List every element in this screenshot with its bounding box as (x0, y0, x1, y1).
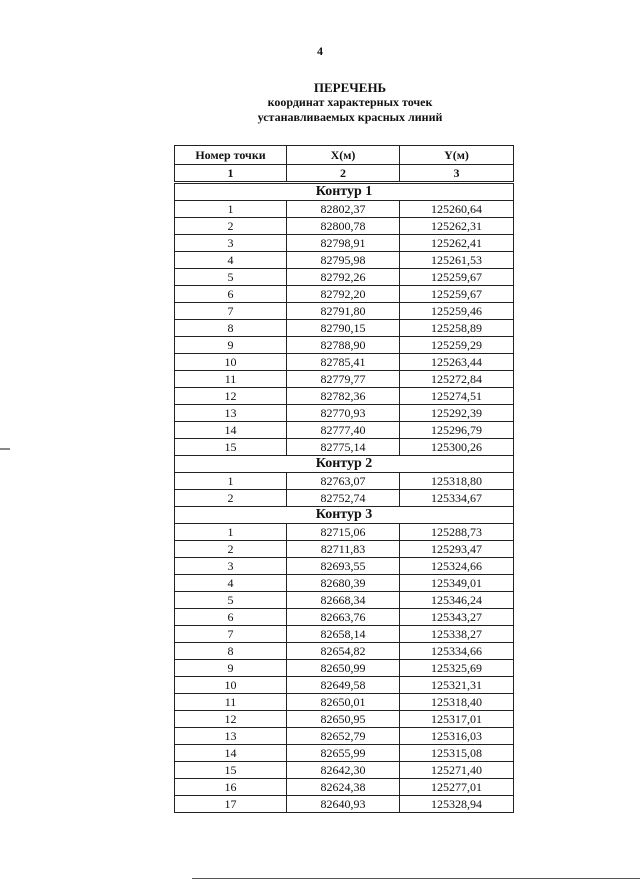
table-row (175, 609, 514, 626)
table-row (175, 201, 514, 218)
y-coordinate-cell: 125324,66 (400, 558, 514, 575)
table-row (175, 354, 514, 371)
table-row (175, 728, 514, 745)
x-coordinate-cell: 82652,79 (287, 728, 400, 745)
y-coordinate-cell: 125262,31 (400, 218, 514, 235)
y-coordinate-cell: 125274,51 (400, 388, 514, 405)
y-coordinate-cell: 125316,03 (400, 728, 514, 745)
column-number: 2 (287, 165, 400, 183)
table-row (175, 711, 514, 728)
contour-heading-row (175, 507, 514, 524)
point-number-cell: 10 (175, 354, 287, 371)
point-number-cell: 3 (175, 558, 287, 575)
point-number-cell: 9 (175, 660, 287, 677)
table-row (175, 235, 514, 252)
x-coordinate-cell: 82798,91 (287, 235, 400, 252)
x-coordinate-cell: 82650,01 (287, 694, 400, 711)
page-number: 4 (317, 44, 323, 58)
point-number-cell: 8 (175, 320, 287, 337)
header-x: Х(м) (287, 146, 400, 165)
table-row (175, 762, 514, 779)
table-row (175, 575, 514, 592)
y-coordinate-cell: 125321,31 (400, 677, 514, 694)
y-coordinate-cell: 125315,08 (400, 745, 514, 762)
table-row (175, 626, 514, 643)
y-coordinate-cell: 125259,67 (400, 286, 514, 303)
x-coordinate-cell: 82658,14 (287, 626, 400, 643)
x-coordinate-cell: 82782,36 (287, 388, 400, 405)
y-coordinate-cell: 125272,84 (400, 371, 514, 388)
y-coordinate-cell: 125334,66 (400, 643, 514, 660)
table-row (175, 592, 514, 609)
table-row (175, 422, 514, 439)
contour-heading-row (175, 183, 514, 201)
table-row (175, 405, 514, 422)
title-line-3: устанавливаемых красных линий (257, 110, 443, 124)
y-coordinate-cell: 125261,53 (400, 252, 514, 269)
table-row (175, 524, 514, 541)
y-coordinate-cell: 125334,67 (400, 490, 514, 507)
x-coordinate-cell: 82640,93 (287, 796, 400, 813)
y-coordinate-cell: 125262,41 (400, 235, 514, 252)
y-coordinate-cell: 125346,24 (400, 592, 514, 609)
header-y: Y(м) (400, 146, 514, 165)
y-coordinate-cell: 125259,29 (400, 337, 514, 354)
table-row (175, 337, 514, 354)
x-coordinate-cell: 82795,98 (287, 252, 400, 269)
point-number-cell: 13 (175, 728, 287, 745)
header-row (175, 146, 514, 165)
document-title (0, 80, 640, 125)
coordinates-table (174, 145, 514, 813)
y-coordinate-cell: 125277,01 (400, 779, 514, 796)
point-number-cell: 7 (175, 303, 287, 320)
y-coordinate-cell: 125343,27 (400, 609, 514, 626)
x-coordinate-cell: 82693,55 (287, 558, 400, 575)
point-number-cell: 8 (175, 643, 287, 660)
point-number-cell: 12 (175, 388, 287, 405)
y-coordinate-cell: 125338,27 (400, 626, 514, 643)
scan-edge-mark (0, 448, 10, 450)
y-coordinate-cell: 125349,01 (400, 575, 514, 592)
point-number-cell: 15 (175, 439, 287, 456)
point-number-cell: 2 (175, 490, 287, 507)
x-coordinate-cell: 82624,38 (287, 779, 400, 796)
x-coordinate-cell: 82763,07 (287, 473, 400, 490)
point-number-cell: 14 (175, 745, 287, 762)
x-coordinate-cell: 82680,39 (287, 575, 400, 592)
table-row (175, 694, 514, 711)
point-number-cell: 9 (175, 337, 287, 354)
x-coordinate-cell: 82650,95 (287, 711, 400, 728)
point-number-cell: 13 (175, 405, 287, 422)
x-coordinate-cell: 82642,30 (287, 762, 400, 779)
x-coordinate-cell: 82792,26 (287, 269, 400, 286)
y-coordinate-cell: 125293,47 (400, 541, 514, 558)
point-number-cell: 4 (175, 575, 287, 592)
y-coordinate-cell: 125318,80 (400, 473, 514, 490)
point-number-cell: 14 (175, 422, 287, 439)
table-row (175, 320, 514, 337)
table-row (175, 745, 514, 762)
x-coordinate-cell: 82770,93 (287, 405, 400, 422)
table-row (175, 252, 514, 269)
y-coordinate-cell: 125325,69 (400, 660, 514, 677)
x-coordinate-cell: 82663,76 (287, 609, 400, 626)
y-coordinate-cell: 125328,94 (400, 796, 514, 813)
y-coordinate-cell: 125259,67 (400, 269, 514, 286)
table-row (175, 218, 514, 235)
x-coordinate-cell: 82792,20 (287, 286, 400, 303)
x-coordinate-cell: 82649,58 (287, 677, 400, 694)
x-coordinate-cell: 82802,37 (287, 201, 400, 218)
x-coordinate-cell: 82777,40 (287, 422, 400, 439)
y-coordinate-cell: 125260,64 (400, 201, 514, 218)
x-coordinate-cell: 82650,99 (287, 660, 400, 677)
x-coordinate-cell: 82785,41 (287, 354, 400, 371)
point-number-cell: 4 (175, 252, 287, 269)
x-coordinate-cell: 82779,77 (287, 371, 400, 388)
point-number-cell: 2 (175, 218, 287, 235)
point-number-cell: 16 (175, 779, 287, 796)
point-number-cell: 2 (175, 541, 287, 558)
x-coordinate-cell: 82668,34 (287, 592, 400, 609)
x-coordinate-cell: 82788,90 (287, 337, 400, 354)
x-coordinate-cell: 82715,06 (287, 524, 400, 541)
table-row (175, 541, 514, 558)
column-number-row (175, 165, 514, 183)
y-coordinate-cell: 125292,39 (400, 405, 514, 422)
contour-heading: Контур 2 (175, 456, 514, 473)
column-number: 3 (400, 165, 514, 183)
point-number-cell: 1 (175, 524, 287, 541)
y-coordinate-cell: 125258,89 (400, 320, 514, 337)
table-row (175, 269, 514, 286)
point-number-cell: 6 (175, 286, 287, 303)
table-row (175, 660, 514, 677)
point-number-cell: 15 (175, 762, 287, 779)
y-coordinate-cell: 125259,46 (400, 303, 514, 320)
table-row (175, 439, 514, 456)
x-coordinate-cell: 82775,14 (287, 439, 400, 456)
y-coordinate-cell: 125288,73 (400, 524, 514, 541)
table-row (175, 643, 514, 660)
point-number-cell: 5 (175, 269, 287, 286)
table-row (175, 677, 514, 694)
table-row (175, 473, 514, 490)
title-line-1: ПЕРЕЧЕНЬ (313, 80, 387, 95)
contour-heading: Контур 1 (175, 183, 514, 201)
page-bottom-edge (192, 878, 640, 879)
point-number-cell: 3 (175, 235, 287, 252)
point-number-cell: 1 (175, 201, 287, 218)
header-point-number: Номер точки (175, 146, 287, 165)
table-row (175, 558, 514, 575)
y-coordinate-cell: 125271,40 (400, 762, 514, 779)
point-number-cell: 5 (175, 592, 287, 609)
x-coordinate-cell: 82655,99 (287, 745, 400, 762)
x-coordinate-cell: 82654,82 (287, 643, 400, 660)
table-row (175, 490, 514, 507)
table-row (175, 388, 514, 405)
point-number-cell: 7 (175, 626, 287, 643)
table-row (175, 371, 514, 388)
y-coordinate-cell: 125318,40 (400, 694, 514, 711)
y-coordinate-cell: 125296,79 (400, 422, 514, 439)
point-number-cell: 6 (175, 609, 287, 626)
table-row (175, 303, 514, 320)
contour-heading-row (175, 456, 514, 473)
point-number-cell: 17 (175, 796, 287, 813)
column-number: 1 (175, 165, 287, 183)
point-number-cell: 10 (175, 677, 287, 694)
y-coordinate-cell: 125300,26 (400, 439, 514, 456)
table-row (175, 286, 514, 303)
point-number-cell: 11 (175, 694, 287, 711)
y-coordinate-cell: 125317,01 (400, 711, 514, 728)
point-number-cell: 1 (175, 473, 287, 490)
x-coordinate-cell: 82791,80 (287, 303, 400, 320)
contour-heading: Контур 3 (175, 507, 514, 524)
table-row (175, 796, 514, 813)
point-number-cell: 11 (175, 371, 287, 388)
x-coordinate-cell: 82711,83 (287, 541, 400, 558)
y-coordinate-cell: 125263,44 (400, 354, 514, 371)
title-line-2: координат характерных точек (267, 95, 433, 109)
x-coordinate-cell: 82752,74 (287, 490, 400, 507)
x-coordinate-cell: 82790,15 (287, 320, 400, 337)
table-row (175, 779, 514, 796)
point-number-cell: 12 (175, 711, 287, 728)
table-body (175, 183, 514, 813)
x-coordinate-cell: 82800,78 (287, 218, 400, 235)
